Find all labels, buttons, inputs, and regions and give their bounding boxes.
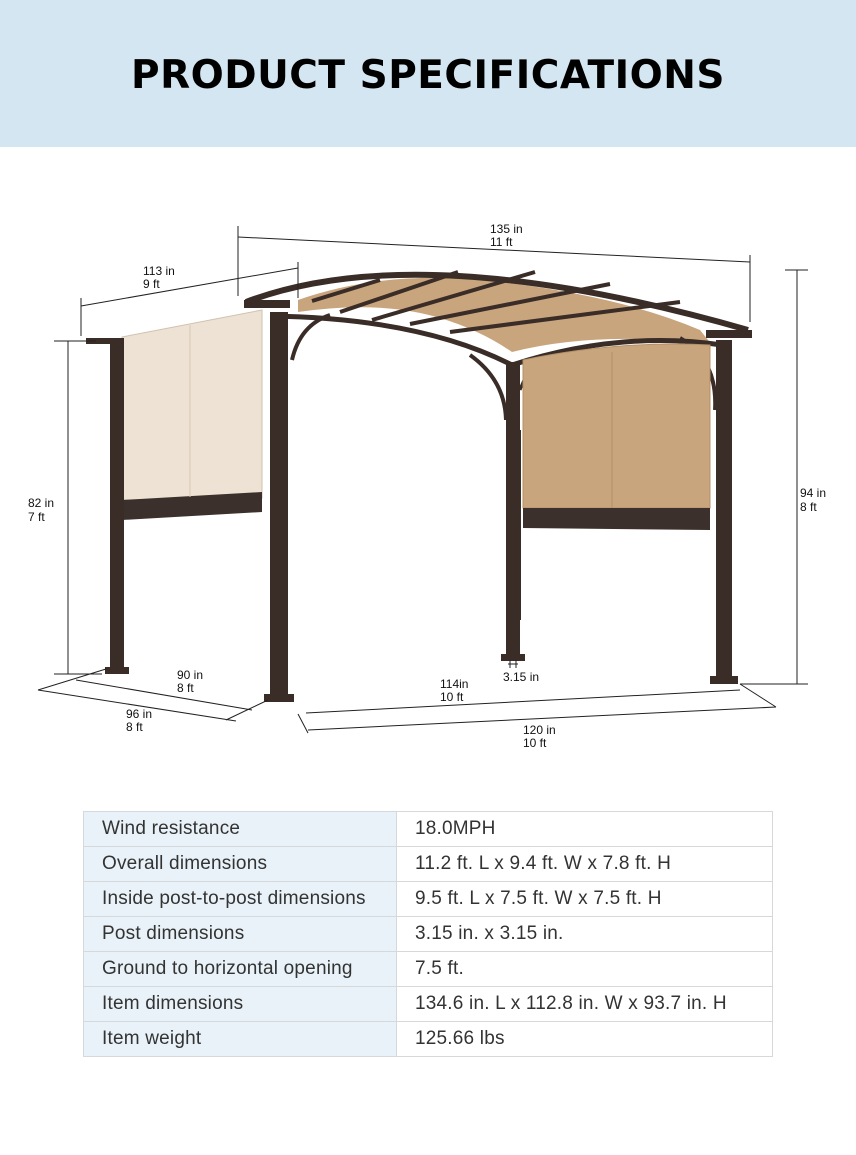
table-row: [84, 847, 773, 882]
top-length-in: 135 in: [490, 222, 523, 236]
pergola-diagram: [0, 147, 856, 797]
base-width-ft: 8 ft: [126, 720, 143, 734]
spec-label: Post dimensions: [84, 917, 397, 952]
inner-width-ft: 8 ft: [177, 681, 194, 695]
table-row: [84, 1022, 773, 1057]
spec-value: 3.15 in. x 3.15 in.: [397, 917, 773, 952]
spec-label: Ground to horizontal opening: [84, 952, 397, 987]
right-height-ft: 8 ft: [800, 500, 817, 514]
spec-value: 11.2 ft. L x 9.4 ft. W x 7.8 ft. H: [397, 847, 773, 882]
spec-label: Item dimensions: [84, 987, 397, 1022]
right-height-in: 94 in: [800, 486, 827, 500]
spec-value: 125.66 lbs: [397, 1022, 773, 1057]
specifications-table: [83, 811, 773, 1057]
header-banner: [0, 0, 856, 147]
inner-width-in: 90 in: [177, 668, 204, 682]
spec-value: 134.6 in. L x 112.8 in. W x 93.7 in. H: [397, 987, 773, 1022]
spec-label: Inside post-to-post dimensions: [84, 882, 397, 917]
right-curtain: [523, 344, 710, 508]
table-row: [84, 987, 773, 1022]
left-curtain: [122, 310, 262, 500]
top-width-in: 113 in: [143, 264, 175, 278]
inner-length-ft: 10 ft: [440, 690, 464, 704]
page-title: PRODUCT SPECIFICATIONS: [131, 53, 725, 98]
spec-value: 7.5 ft.: [397, 952, 773, 987]
spec-value: 9.5 ft. L x 7.5 ft. W x 7.5 ft. H: [397, 882, 773, 917]
top-width-ft: 9 ft: [143, 277, 160, 291]
post-size-label: 3.15 in: [503, 670, 540, 684]
base-length-in: 120 in: [523, 723, 556, 737]
spec-label: Item weight: [84, 1022, 397, 1057]
left-height-in: 82 in: [28, 496, 55, 510]
pergola-illustration: [86, 272, 752, 702]
base-width-in: 96 in: [126, 707, 153, 721]
spec-label: Overall dimensions: [84, 847, 397, 882]
table-row: [84, 952, 773, 987]
base-length-ft: 10 ft: [523, 736, 547, 750]
table-row: [84, 882, 773, 917]
inner-length-in: 114in: [440, 677, 469, 691]
table-row: [84, 812, 773, 847]
table-row: [84, 917, 773, 952]
spec-label: Wind resistance: [84, 812, 397, 847]
left-height-ft: 7 ft: [28, 510, 45, 524]
spec-value: 18.0MPH: [397, 812, 773, 847]
top-length-ft: 11 ft: [490, 235, 513, 249]
